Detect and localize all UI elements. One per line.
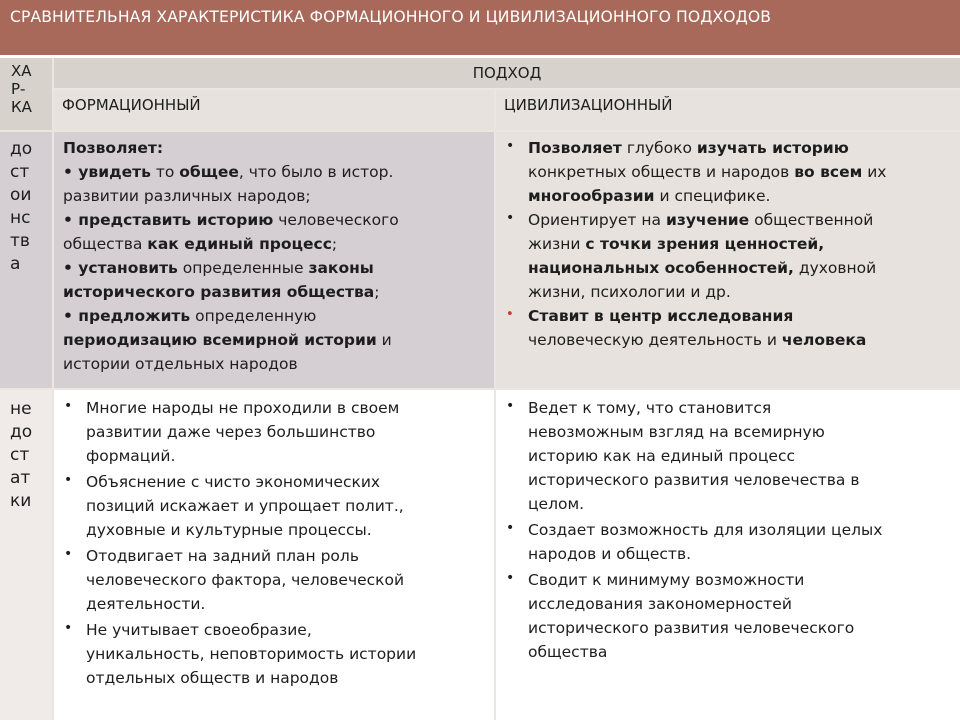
text-run: • предложить	[63, 307, 191, 325]
bullet-icon: •	[64, 620, 73, 636]
text-run: Отодвигает на задний план роль	[86, 547, 359, 565]
bullet-icon: •	[506, 210, 515, 226]
text-line	[528, 420, 960, 444]
text-run: общества	[63, 235, 148, 253]
text-run: , что было в истор.	[238, 163, 394, 181]
text-line	[528, 160, 960, 184]
text-line	[63, 352, 494, 376]
text-run: изучение	[665, 211, 750, 229]
text-run: • увидеть	[63, 163, 151, 181]
row-label-syllable: ст	[10, 445, 30, 465]
row-label-syllable: ки	[10, 491, 32, 511]
text-run: Ориентирует на	[528, 211, 666, 229]
text-run: невозможным взгляд на всемирную	[528, 423, 825, 441]
text-run: с точки зрения ценностей,	[585, 235, 825, 253]
text-run: Позволяет	[528, 139, 622, 157]
text-run: Ведет к тому, что становится	[528, 399, 772, 417]
bullet-icon: •	[506, 520, 515, 536]
text-line	[86, 494, 494, 518]
text-run: и специфике.	[654, 187, 771, 205]
row-label-syllable: тв	[10, 231, 30, 251]
text-line	[528, 568, 960, 592]
list-item	[504, 208, 960, 304]
text-line	[86, 518, 494, 542]
text-run: Сводит к минимуму возможности	[528, 571, 805, 589]
text-run: глубоко	[621, 139, 697, 157]
text-run: определенные	[177, 259, 309, 277]
text-run: Объяснение с чисто экономических	[86, 473, 381, 491]
bullet-icon: •	[506, 138, 515, 154]
disadvantages-civilizational	[496, 390, 960, 720]
list-item	[504, 304, 960, 352]
text-line	[528, 280, 960, 304]
list-item	[62, 396, 494, 468]
text-run: исследования закономерностей	[528, 595, 792, 613]
text-run: целом.	[528, 495, 585, 513]
text-line	[63, 232, 494, 256]
text-run: как единый процесс	[147, 235, 332, 253]
text-run: Позволяет:	[63, 139, 164, 157]
text-run: общественной	[749, 211, 874, 229]
text-line	[86, 618, 494, 642]
text-line	[528, 518, 960, 542]
text-line	[528, 396, 960, 420]
text-run: национальных особенностей,	[528, 259, 794, 277]
row-label-syllable: ст	[10, 162, 30, 182]
text-run: законы	[308, 259, 374, 277]
text-run: формаций.	[86, 447, 176, 465]
text-run: • представить историю	[63, 211, 274, 229]
text-line	[528, 256, 960, 280]
bullet-icon: •	[64, 472, 73, 488]
bullet-list	[504, 396, 960, 664]
header-civilizational: ЦИВИЛИЗАЦИОННЫЙ	[496, 90, 960, 130]
text-line	[528, 542, 960, 566]
text-run: то	[150, 163, 180, 181]
row-label-disadvantages	[0, 390, 52, 720]
text-line	[63, 304, 494, 328]
text-run: Не учитывает своеобразие,	[86, 621, 312, 639]
advantages-formational	[54, 132, 494, 388]
row-label-syllable: ат	[10, 468, 31, 488]
advantages-civilizational	[496, 132, 960, 388]
bullet-icon: •	[64, 546, 73, 562]
text-run: ;	[374, 283, 380, 301]
text-run: ;	[331, 235, 338, 253]
text-line	[86, 470, 494, 494]
text-line	[86, 396, 494, 420]
title-bar	[0, 0, 960, 58]
text-line	[86, 420, 494, 444]
row-label-syllable: нс	[10, 208, 31, 228]
text-line	[528, 592, 960, 616]
text-run: и	[376, 331, 392, 349]
list-item	[62, 544, 494, 616]
bullet-icon: •	[506, 307, 514, 322]
text-line	[63, 256, 494, 280]
bullet-icon: •	[64, 398, 73, 414]
text-line	[528, 468, 960, 492]
text-run: человека	[781, 331, 867, 349]
row-label-syllable: а	[10, 254, 21, 274]
text-run: жизни	[528, 235, 586, 253]
bullet-icon: •	[506, 398, 515, 414]
row-label-syllable: не	[10, 399, 32, 419]
text-line	[63, 208, 494, 232]
text-run: • установить	[63, 259, 178, 277]
row-label-advantages	[0, 132, 52, 388]
text-line	[86, 642, 494, 666]
text-line	[528, 616, 960, 640]
text-line	[528, 492, 960, 516]
row-label-syllable: до	[10, 139, 33, 159]
bullet-list	[504, 136, 960, 352]
text-line	[86, 544, 494, 568]
text-run: изучать историю	[696, 139, 849, 157]
list-item	[504, 396, 960, 516]
text-run: народов и обществ.	[528, 545, 692, 563]
text-run: историю как на единый процесс	[528, 447, 795, 465]
list-item	[504, 568, 960, 664]
text-run: духовные и культурные процессы.	[86, 521, 372, 539]
header-formational: ФОРМАЦИОННЫЙ	[54, 90, 494, 130]
row-label-syllable: ои	[10, 185, 32, 205]
text-line	[528, 328, 960, 352]
text-line	[63, 136, 494, 160]
row-label-syllable: Р-	[11, 80, 26, 98]
bullet-list	[62, 396, 494, 690]
text-line	[86, 568, 494, 592]
text-run: Ставит в центр исследования	[528, 307, 794, 325]
text-line	[528, 304, 960, 328]
list-item	[62, 470, 494, 542]
text-run: человеческую деятельность и	[528, 331, 782, 349]
text-run: периодизацию всемирной истории	[63, 331, 377, 349]
text-run: позиций искажает и упрощает полит.,	[86, 497, 404, 515]
text-run: духовной	[793, 259, 877, 277]
text-run: определенную	[190, 307, 317, 325]
text-run: отдельных обществ и народов	[86, 669, 339, 687]
text-line	[528, 232, 960, 256]
text-run: исторического развития человеческого	[528, 619, 855, 637]
text-run: исторического развития общества	[63, 283, 375, 301]
header-characteristic	[0, 58, 52, 130]
row-label-syllable: ХА	[11, 62, 32, 80]
page-title: СРАВНИТЕЛЬНАЯ ХАРАКТЕРИСТИКА ФОРМАЦИОННОГО И ЦИВИЛИЗАЦИОННОГО ПОДХОДОВ	[10, 8, 772, 26]
text-line	[528, 444, 960, 468]
text-line	[63, 184, 494, 208]
list-item	[62, 618, 494, 690]
text-run: их	[862, 163, 887, 181]
text-run: жизни, психологии и др.	[528, 283, 731, 301]
text-run: человеческого	[273, 211, 399, 229]
text-run: развитии даже через большинство	[86, 423, 376, 441]
disadvantages-formational	[54, 390, 494, 720]
text-line	[86, 444, 494, 468]
text-run: Многие народы не проходили в своем	[86, 399, 400, 417]
text-line	[528, 136, 960, 160]
text-line	[63, 160, 494, 184]
text-run: уникальность, неповторимость истории	[86, 645, 417, 663]
text-run: развитии различных народов;	[63, 187, 311, 205]
text-run: общества	[528, 643, 608, 661]
list-item	[504, 518, 960, 566]
row-label-syllable: до	[10, 422, 33, 442]
text-line	[86, 666, 494, 690]
text-line	[63, 328, 494, 352]
text-line	[86, 592, 494, 616]
text-line	[528, 208, 960, 232]
text-run: во всем	[794, 163, 863, 181]
text-line	[63, 280, 494, 304]
text-run: общее	[179, 163, 239, 181]
text-line	[528, 184, 960, 208]
row-label-syllable: КА	[11, 98, 32, 116]
list-item	[504, 136, 960, 208]
text-run: человеческого фактора, человеческой	[86, 571, 405, 589]
text-run: Создает возможность для изоляции целых	[528, 521, 883, 539]
bullet-icon: •	[506, 570, 515, 586]
text-run: деятельности.	[86, 595, 206, 613]
header-approach: ПОДХОД	[54, 58, 960, 88]
text-line	[528, 640, 960, 664]
text-run: многообразии	[528, 187, 655, 205]
text-run: исторического развития человечества в	[528, 471, 860, 489]
text-run: конкретных обществ и народов	[528, 163, 795, 181]
text-run: истории отдельных народов	[63, 355, 298, 373]
